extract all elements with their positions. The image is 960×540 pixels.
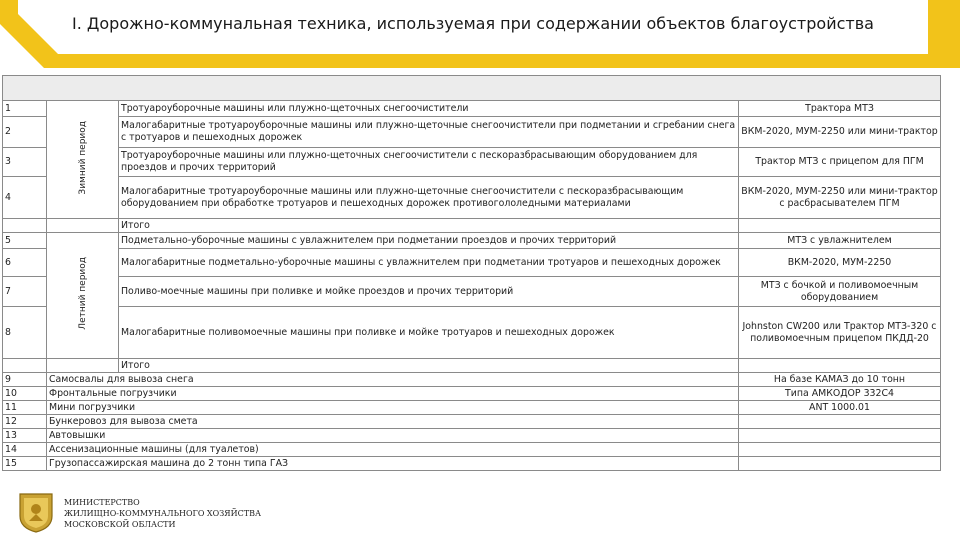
- row-number: 4: [3, 177, 47, 219]
- row-equipment: [739, 359, 941, 373]
- row-number: [3, 359, 47, 373]
- winter-period-cell: [47, 101, 119, 219]
- row-number: 5: [3, 233, 47, 249]
- row-name: Тротуароуборочные машины или плужно-щеточных снегоочистители с пескоразбрасывающим оборудованием для проездов и прочих территорий: [119, 148, 739, 177]
- table-row: [3, 277, 941, 307]
- row-name: Поливо-моечные машины при поливке и мойке проездов и прочих территорий: [119, 277, 739, 307]
- row-number: 13: [3, 429, 47, 443]
- row-number: 15: [3, 457, 47, 471]
- row-name: Подметально-уборочные машины с увлажнителем при подметании проездов и прочих территорий: [119, 233, 739, 249]
- table-row: [3, 415, 941, 429]
- coat-of-arms-icon: [16, 490, 56, 534]
- ministry-line-2: ЖИЛИЩНО-КОММУНАЛЬНОГО ХОЗЯЙСТВА: [64, 509, 262, 518]
- table-row: [3, 148, 941, 177]
- row-number: 6: [3, 249, 47, 277]
- row-name: Грузопассажирская машина до 2 тонн типа ГАЗ: [47, 457, 739, 471]
- row-number: 10: [3, 387, 47, 401]
- row-equipment: [739, 219, 941, 233]
- row-number: [3, 219, 47, 233]
- row-equipment: ANT 1000.01: [739, 401, 941, 415]
- row-equipment: Типа АМКОДОР 332С4: [739, 387, 941, 401]
- table-header-cell: [3, 76, 941, 101]
- row-name: Самосвалы для вывоза снега: [47, 373, 739, 387]
- table-row: [3, 101, 941, 117]
- header: [0, 0, 960, 68]
- winter-period-label: Зимний период: [77, 120, 88, 195]
- page-title: I. Дорожно-коммунальная техника, используемая при содержании объектов благоустройства: [72, 14, 874, 33]
- row-name: Малогабаритные тротуароуборочные машины или плужно-щеточные снегоочистители при подметании и сгребании снега с тротуаров и пешеходных дорожек: [119, 117, 739, 148]
- row-number: 8: [3, 307, 47, 359]
- table-row-subtotal: [3, 219, 941, 233]
- row-equipment: МТЗ с увлажнителем: [739, 233, 941, 249]
- row-equipment: [739, 443, 941, 457]
- row-name: Автовышки: [47, 429, 739, 443]
- row-equipment: Трактора МТЗ: [739, 101, 941, 117]
- table-header-row: [3, 76, 941, 101]
- row-equipment: ВКМ-2020, МУМ-2250 или мини-трактор с расбрасывателем ПГМ: [739, 177, 941, 219]
- summer-period-label: Летний период: [77, 257, 88, 330]
- row-equipment: На базе КАМАЗ до 10 тонн: [739, 373, 941, 387]
- table-row: [3, 249, 941, 277]
- row-number: 9: [3, 373, 47, 387]
- row-name: Тротуароуборочные машины или плужно-щеточных снегоочистители: [119, 101, 739, 117]
- row-equipment: Johnston CW200 или Трактор МТЗ-320 с поливомоечным прицепом ПКДД-20: [739, 307, 941, 359]
- table-row: [3, 233, 941, 249]
- row-number: 1: [3, 101, 47, 117]
- row-name: Малогабаритные тротуароуборочные машины или плужно-щеточные снегоочистители с пескоразбрасывающим оборудованием при обработке тротуаров и пешеходных дорожек противогололедными материалами: [119, 177, 739, 219]
- ministry-line-3: МОСКОВСКОЙ ОБЛАСТИ: [64, 520, 176, 529]
- row-equipment: МТЗ с бочкой и поливомоечным оборудованием: [739, 277, 941, 307]
- equipment-table: [2, 75, 941, 471]
- period-blank: [47, 219, 119, 233]
- row-name: Мини погрузчики: [47, 401, 739, 415]
- row-number: 7: [3, 277, 47, 307]
- row-number: 11: [3, 401, 47, 415]
- row-name: Фронтальные погрузчики: [47, 387, 739, 401]
- row-number: 3: [3, 148, 47, 177]
- summer-period-cell: [47, 233, 119, 359]
- table-row: [3, 443, 941, 457]
- row-equipment: Трактор МТЗ с прицепом для ПГМ: [739, 148, 941, 177]
- ministry-caption: [64, 497, 261, 530]
- row-number: 12: [3, 415, 47, 429]
- table-row: [3, 373, 941, 387]
- row-equipment: [739, 415, 941, 429]
- row-name: Бункеровоз для вывоза смета: [47, 415, 739, 429]
- table-row: [3, 401, 941, 415]
- row-name: Малогабаритные подметально-уборочные машины с увлажнителем при подметании тротуаров и пешеходных дорожек: [119, 249, 739, 277]
- row-name: Итого: [119, 219, 739, 233]
- row-name: Малогабаритные поливомоечные машины при поливке и мойке тротуаров и пешеходных дорожек: [119, 307, 739, 359]
- table-row: [3, 457, 941, 471]
- row-name: Ассенизационные машины (для туалетов): [47, 443, 739, 457]
- row-number: 14: [3, 443, 47, 457]
- table-row: [3, 117, 941, 148]
- row-name: Итого: [119, 359, 739, 373]
- table-row: [3, 429, 941, 443]
- row-equipment: ВКМ-2020, МУМ-2250 или мини-трактор: [739, 117, 941, 148]
- row-number: 2: [3, 117, 47, 148]
- period-blank: [47, 359, 119, 373]
- table-row-subtotal: [3, 359, 941, 373]
- row-equipment: [739, 429, 941, 443]
- row-equipment: [739, 457, 941, 471]
- ministry-line-1: МИНИСТЕРСТВО: [64, 498, 140, 507]
- table-row: [3, 307, 941, 359]
- table-row: [3, 387, 941, 401]
- table-row: [3, 177, 941, 219]
- row-equipment: ВКМ-2020, МУМ-2250: [739, 249, 941, 277]
